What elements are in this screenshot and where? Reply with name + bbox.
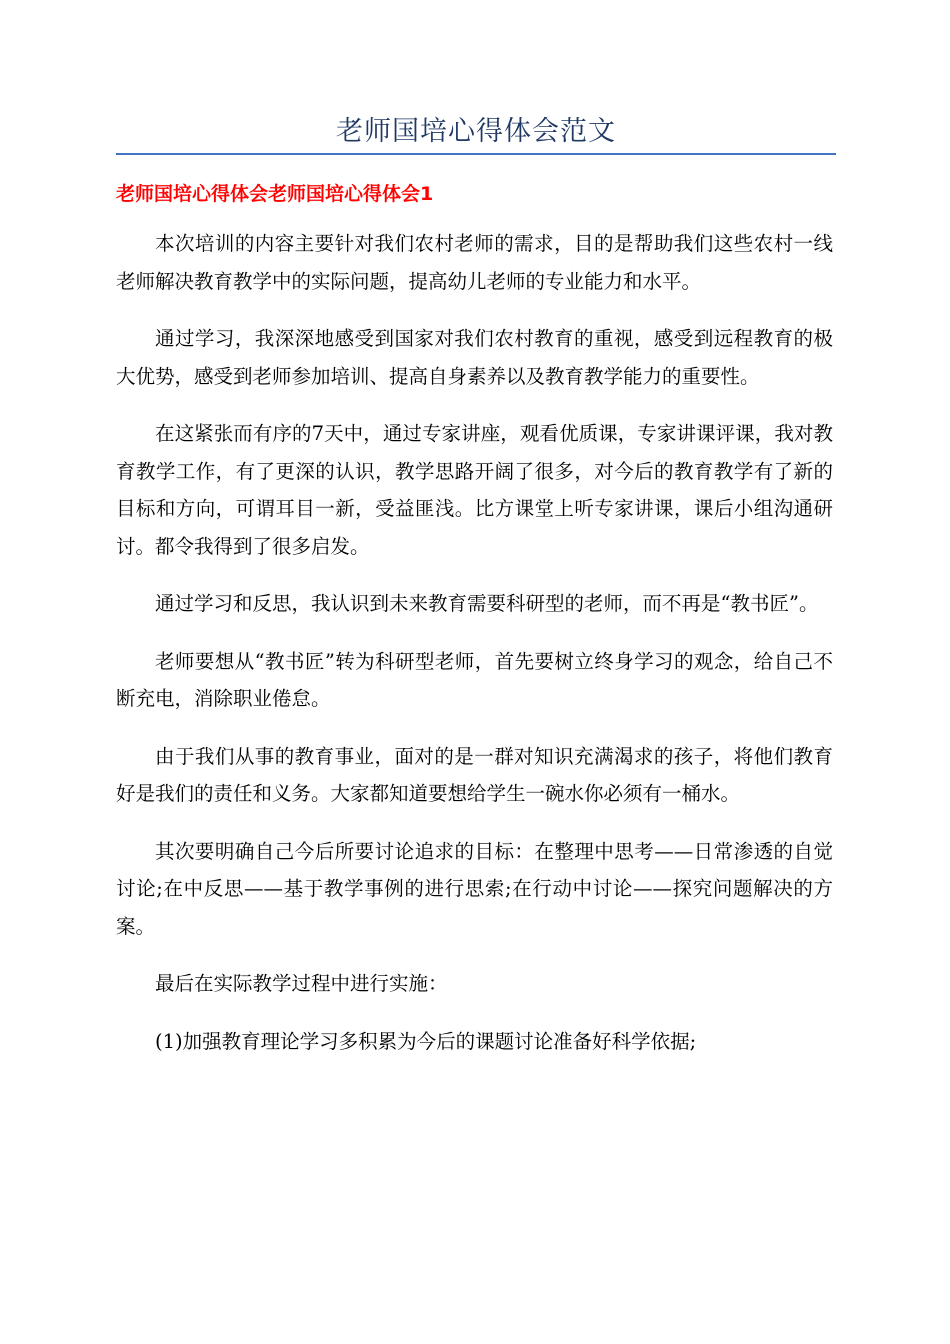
paragraph-6: 由于我们从事的教育事业，面对的是一群对知识充满渴求的孩子，将他们教育好是我们的责任和义务。大家都知道要想给学生一碗水你必须有一桶水。 <box>116 744 833 805</box>
paragraph-8: 最后在实际教学过程中进行实施： <box>155 972 448 995</box>
document-title: 老师国培心得体会范文 <box>336 116 616 147</box>
paragraph-7: 其次要明确自己今后所要讨论追求的目标：在整理中思考——日常渗透的自觉讨论;在中反思——基于教学事例的进行思索;在行动中讨论——探究问题解决的方案。 <box>116 839 833 938</box>
paragraph-9: (1)加强教育理论学习多积累为今后的课题讨论准备好科学依据; <box>155 1029 697 1053</box>
title-underline <box>116 153 836 155</box>
paragraph-3: 在这紧张而有序的7天中，通过专家讲座，观看优质课，专家讲课评课，我对教育教学工作，有了更深的认识，教学思路开阔了很多，对今后的教育教学有了新的目标和方向，可谓耳目一新，受益匪浅。比方课堂上听专家讲课，课后小组沟通研讨。都令我得到了很多启发。 <box>116 422 833 558</box>
paragraph-1: 本次培训的内容主要针对我们农村老师的需求，目的是帮助我们这些农村一线老师解决教育教学中的实际问题，提高幼儿老师的专业能力和水平。 <box>116 232 833 293</box>
document-body <box>116 225 833 1080</box>
section-heading: 老师国培心得体会老师国培心得体会1 <box>116 183 434 205</box>
paragraph-5: 老师要想从“教书匠”转为科研型老师，首先要树立终身学习的观念，给自己不断充电，消除职业倦怠。 <box>116 649 833 710</box>
paragraph-4: 通过学习和反思，我认识到未来教育需要科研型的老师，而不再是“教书匠”。 <box>155 592 819 615</box>
paragraph-2: 通过学习，我深深地感受到国家对我们农村教育的重视，感受到远程教育的极大优势，感受到老师参加培训、提高自身素养以及教育教学能力的重要性。 <box>116 327 833 388</box>
